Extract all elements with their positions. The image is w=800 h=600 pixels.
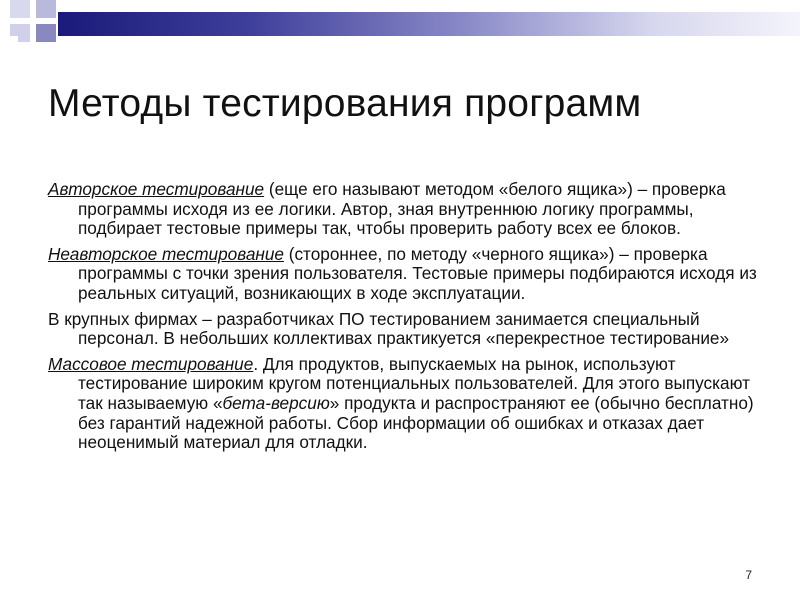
page-number: 7 bbox=[745, 568, 752, 582]
paragraph-text: В крупных фирмах – разработчиках ПО тестированием занимается специальный персонал. В небольших коллективах практикуется «перекрестное тестирование» bbox=[48, 308, 730, 349]
term-mass-testing: Массовое тестирование bbox=[48, 353, 254, 374]
decor-square bbox=[36, 24, 56, 42]
header-gradient-bar bbox=[58, 12, 800, 36]
paragraph-black-box bbox=[48, 243, 760, 304]
decor-square bbox=[36, 0, 56, 18]
paragraph-mass-testing bbox=[48, 353, 760, 453]
beta-version-term: бета-версию bbox=[222, 392, 330, 413]
term-non-author-testing: Неавторское тестирование bbox=[48, 243, 284, 264]
decor-square bbox=[10, 36, 18, 44]
decor-square bbox=[10, 0, 30, 18]
slide-title: Методы тестирования программ bbox=[48, 82, 642, 125]
paragraph-text: (еще его называют методом «белого ящика») – проверка программы исходя из ее логики. Автор, зная внутреннюю логику программы, подбирает тестовые примеры так, чтобы проверить работу всех ее блоков. bbox=[78, 179, 726, 239]
paragraph-text: . Для продуктов, выпускаемых на рынок, используют тестирование широким кругом потенциальных пользователей. Для этого выпускают так называемую « bbox=[78, 353, 750, 413]
paragraph-cross-testing bbox=[48, 308, 760, 349]
paragraph-white-box bbox=[48, 179, 760, 239]
term-author-testing: Авторское тестирование bbox=[48, 179, 265, 199]
paragraph-text: (стороннее, по методу «черного ящика») – проверка программы с точки зрения пользователя. Тестовые примеры подбираются исходя из реальных ситуаций, возникающих в ходе эксплуатации. bbox=[78, 243, 757, 303]
paragraph-text: » продукта и распространяют ее (обычно бесплатно) без гарантий надежной работы. Сбор информации об ошибках и отказах дает неоценимый материал для отладки. bbox=[78, 392, 754, 453]
slide-content bbox=[48, 180, 760, 453]
